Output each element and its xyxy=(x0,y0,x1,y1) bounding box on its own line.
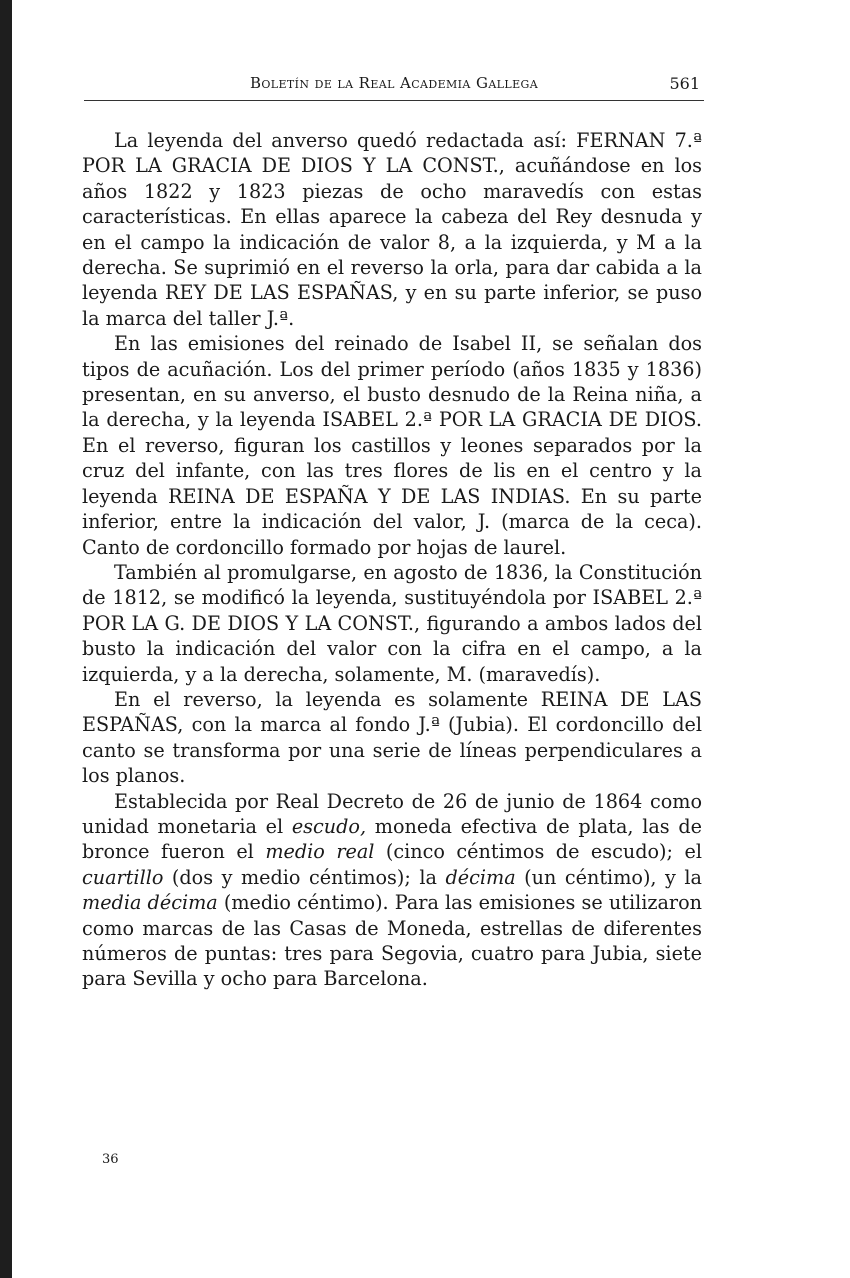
p5-text-2: moneda efectiva de plata, las de bronce fueron el xyxy=(82,814,702,864)
p5-text-3: (cinco céntimos de escudo); el xyxy=(374,840,702,864)
running-header xyxy=(84,72,704,101)
paragraph-2: En las emisiones del reinado de Isabel II, se señalan dos tipos de acuñación. Los del primer período (años 1835 y 1836) presentan, en su anverso, el busto desnudo de la Reina niña, a la derecha, y la leyenda ISABEL 2.ª POR LA GRACIA DE DIOS. En el reverso, figuran los castillos y leones separados por la cruz del infante, con las tres flores de lis en el centro y la leyenda REINA DE ESPAÑA Y DE LAS INDIAS. En su parte inferior, entre la indicación del valor, J. (marca de la ceca). Canto de cordoncillo formado por hojas de laurel. xyxy=(82,332,702,559)
page-number: 561 xyxy=(669,74,700,93)
term-cuartillo: cuartillo xyxy=(82,865,164,889)
journal-title: Boletín de la Real Academia Gallega xyxy=(249,74,539,92)
term-escudo: escudo, xyxy=(291,814,367,838)
p5-text-1: Establecida por Real Decreto de 26 de junio de 1864 como unidad monetaria el xyxy=(82,789,702,838)
scan-edge xyxy=(0,0,12,1278)
paragraph-5 xyxy=(82,789,702,992)
term-decima: décima xyxy=(445,865,516,889)
p5-text-4: (dos y medio céntimos); la xyxy=(163,865,446,889)
p5-text-5: (un céntimo), y la xyxy=(515,865,702,889)
term-media-decima: media décima xyxy=(82,891,218,915)
paragraph-3: También al promulgarse, en agosto de 1836, la Constitución de 1812, se modificó la leyenda, sustituyéndola por ISABEL 2.ª POR LA G. DE DIOS Y LA CONST., figurando a ambos lados del busto la indicación del valor con la cifra en el campo, a la izquierda, y a la derecha, solamente, M. (maravedís). xyxy=(82,560,702,686)
paragraph-4: En el reverso, la leyenda es solamente REINA DE LAS ESPAÑAS, con la marca al fondo J.ª (Jubia). El cordoncillo del canto se transforma por una serie de líneas perpendiculares a los planos. xyxy=(82,687,702,788)
p5-text-6: (medio céntimo). Para las emisiones se utilizaron como marcas de las Casas de Moneda, estrellas de diferentes números de puntas: tres para Segovia, cuatro para Jubia, siete para Sevilla y ocho para Barcelona. xyxy=(82,891,702,991)
paragraph-1: La leyenda del anverso quedó redactada así: FERNAN 7.ª POR LA GRACIA DE DIOS Y LA CONST., acuñándose en los años 1822 y 1823 piezas de ocho maravedís con estas características. En ellas aparece la cabeza del Rey desnuda y en el campo la indicación de valor 8, a la izquierda, y M a la derecha. Se suprimió en el reverso la orla, para dar cabida a la leyenda REY DE LAS ESPAÑAS, y en su parte inferior, se puso la marca del taller J.ª. xyxy=(82,129,702,330)
term-medio-real: medio real xyxy=(265,840,375,864)
signature-mark: 36 xyxy=(102,1152,119,1167)
body-text xyxy=(82,128,702,992)
